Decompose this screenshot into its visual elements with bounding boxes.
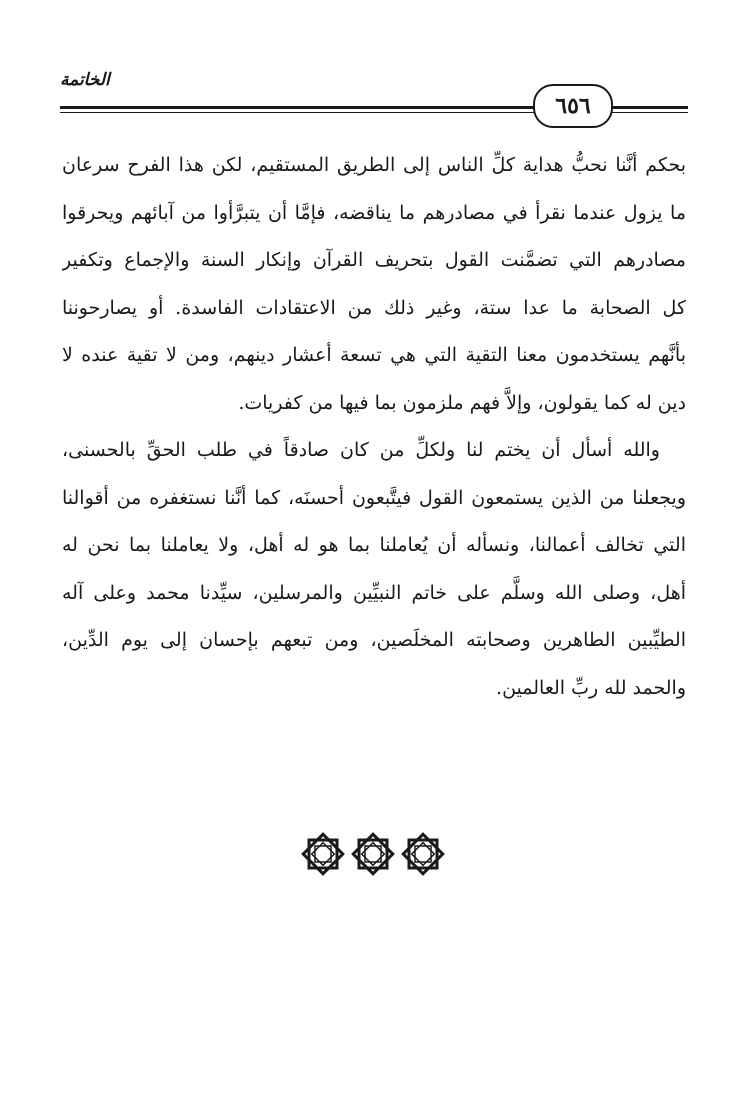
text-line: بأنَّهم يستخدمون معنا التقية التي هي تسعة أعشار دينهم، ومن لا تقية عنده لا [62, 344, 686, 366]
star-ornament-icon [401, 832, 445, 876]
page-number: ٦٥٦ [533, 84, 613, 128]
star-ornament-icon [301, 832, 345, 876]
text-line: الطيِّبين الطاهرين وصحابته المخلَصين، ومن تبعهم بإحسان إلى يوم الدِّين، [62, 629, 686, 651]
body-text [62, 142, 686, 712]
text-line: مصادرهم التي تضمَّنت القول بتحريف القرآن وإنكار السنة والإجماع وتكفير [62, 249, 686, 271]
closing-ornaments [0, 832, 746, 876]
text-line: والحمد لله ربِّ العالمين. [496, 676, 686, 699]
text-line: والله أسأل أن يختم لنا ولكلِّ من كان صادقاً في طلب الحقِّ بالحسنى، [62, 439, 660, 461]
text-line: كل الصحابة ما عدا ستة، وغير ذلك من الاعتقادات الفاسدة. أو يصارحوننا [62, 296, 686, 319]
text-line: بحكم أنَّنا نحبُّ هداية كلِّ الناس إلى الطريق المستقيم، لكن هذا الفرح سرعان [62, 154, 686, 176]
text-line: ما يزول عندما نقرأ في مصادرهم ما يناقضه، فإمَّا أن يتبرَّأوا من آبائهم ويحرقوا [62, 201, 686, 224]
star-ornament-icon [351, 832, 395, 876]
running-title: الخاتمة [60, 70, 110, 90]
text-line: التي تخالف أعمالنا، ونسأله أن يُعاملنا بما هو له أهل، ولا يعاملنا بما نحن له [62, 534, 686, 556]
text-line: ويجعلنا من الذين يستمعون القول فيتَّبعون أحسنَه، كما أنَّنا نستغفره من أقوالنا [62, 486, 686, 509]
text-line: دين له كما يقولون، وإلاَّ فهم ملزمون بما فيها من كفريات. [238, 391, 686, 414]
text-line: أهل، وصلى الله وسلَّم على خاتم النبيِّين والمرسلين، سيِّدنا محمد وعلى آله [62, 581, 686, 604]
